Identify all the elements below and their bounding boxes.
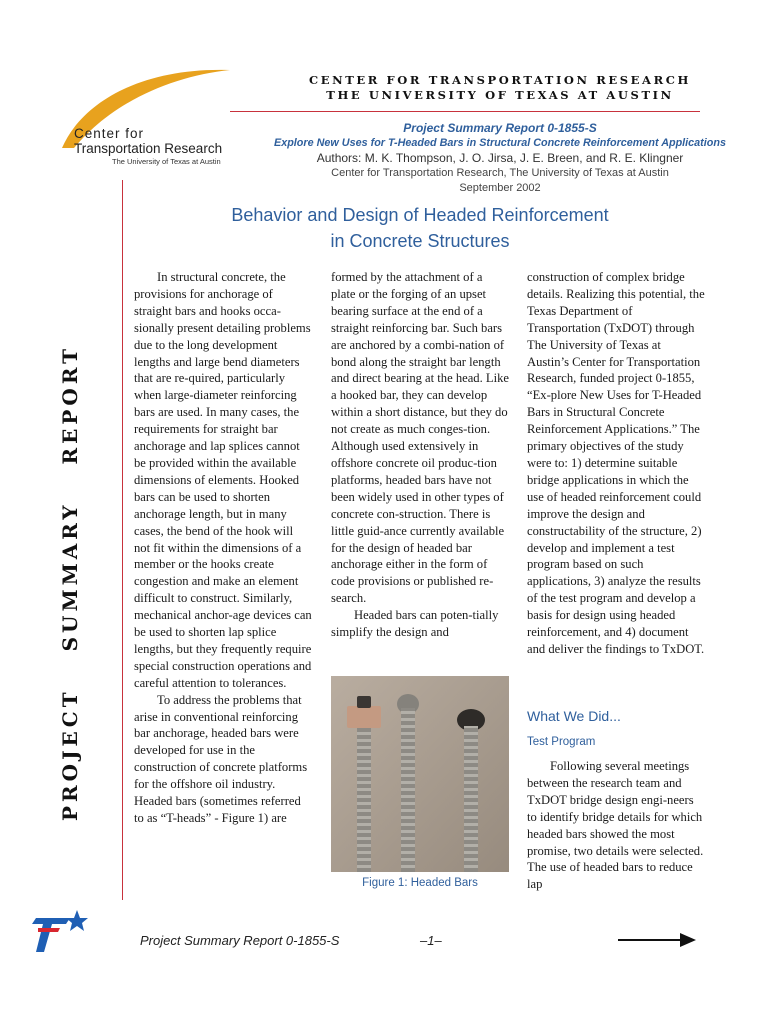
txdot-logo [30, 908, 92, 954]
header-project-title: Explore New Uses for T-Headed Bars in Structural Concrete Reinforcement Applications [274, 137, 726, 149]
next-page-arrow-icon [618, 932, 698, 948]
ctr-logo [52, 62, 232, 182]
column-2 [331, 269, 509, 641]
logo-line2: Transportation Research [74, 141, 223, 156]
column-1 [134, 269, 312, 827]
logo-line1: Center for [74, 126, 145, 141]
header-rule [230, 111, 700, 112]
column3-paragraph-2: Following several meetings between the research team and TxDOT bridge design engi-neers to identify bridge details for which headed bars showed the most promise, two details were selected. The use of headed bars to reduce lap [527, 759, 704, 892]
figure-caption: Figure 1: Headed Bars [362, 877, 478, 889]
column-3-continued [527, 758, 705, 893]
header-university: THE UNIVERSITY OF TEXAS AT AUSTIN [326, 88, 674, 102]
column2-paragraph-2: Headed bars can poten-tially simplify the design and [331, 608, 499, 640]
header-report-number: Project Summary Report 0-1855-S [403, 121, 597, 135]
footer-page-number: –1– [420, 933, 442, 948]
column-3 [527, 269, 705, 658]
header-authors: Authors: M. K. Thompson, J. O. Jirsa, J. E. Breen, and R. E. Klingner [316, 151, 684, 165]
header-affiliation: Center for Transportation Research, The University of Texas at Austin [331, 167, 669, 179]
side-label-text: PROJECT SUMMARY REPORT [58, 345, 82, 821]
txdot-star-icon [30, 908, 92, 954]
subheading-test-program: Test Program [527, 736, 596, 748]
page-title-line2: in Concrete Structures [330, 231, 510, 251]
footer-report-number: Project Summary Report 0-1855-S [140, 933, 340, 948]
column1-paragraph-2: To address the problems that arise in conventional reinforcing bar anchorage, headed bars were developed for use in the construction of concrete platforms for the offshore oil industry. Headed bars (sometimes referred to as “T-heads” - Figure 1) are [134, 692, 308, 825]
section-heading-what-we-did: What We Did... [527, 708, 621, 724]
column3-paragraph-1: construction of complex bridge details. Realizing this potential, the Texas Department of Transportation (TxDOT) through The University of Texas at Austin’s Center for Transportation Research, funded project 0-1855, “Ex-plore New Uses for T-Headed Bars in Structural Concrete Reinforcement Applications.” The primary objectives of the study were to: 1) determine suitable bridge applications in which the use of headed reinforcement could improve the design and constructability of the structure, 2) develop and implement a test program based on such applications, 3) analyze the results of the test program and develop a basis for design using headed reinforcement, and 4) document and deliver the findings to TxDOT. [527, 270, 705, 656]
figure-headed-bars-photo [331, 676, 509, 872]
page-title-line1: Behavior and Design of Headed Reinforcement [231, 205, 609, 225]
header-center-name: CENTER FOR TRANSPORTATION RESEARCH [309, 73, 691, 87]
header-date: September 2002 [459, 182, 541, 194]
column2-paragraph-1: formed by the attachment of a plate or the forging of an upset bearing surface at the end of a straight reinforcing bar. Such bars are anchored by a combi-nation of bond along the straight bar length and direct bearing at the head. Like a hooked bar, they can develop within a short distance, but they do not create as much conges-tion. Although used extensively in offshore concrete oil produc-tion platforms, headed bars have not been widely used in other types of concrete con-struction. There is little guid-ance currently available for the design of headed bar anchorage either in the form of code provisions or published re-search. [331, 270, 509, 606]
column1-paragraph-1: In structural concrete, the provisions for anchorage of straight bars and hooks occa-sionally present detailing problems due to the long development lengths and large bend diameters that are re-quired, particularly when large-diameter reinforcing bars are used. In many cases, the requirements for straight bar anchorage and lap splices cannot be provided within the available dimensions of elements. Hooked bars can be used to shorten anchorage length, but in many cases, the bend of the hook will not fit within the dimensions of a member or the hooks create congestion and make an element difficult to construct. Similarly, mechanical anchor-age devices can be used to shorten lap splice lengths, but they frequently require special construction operations and careful attention to tolerances. [134, 270, 312, 690]
logo-line3: The University of Texas at Austin [112, 157, 221, 166]
side-label [50, 300, 90, 866]
side-rule [122, 180, 123, 900]
